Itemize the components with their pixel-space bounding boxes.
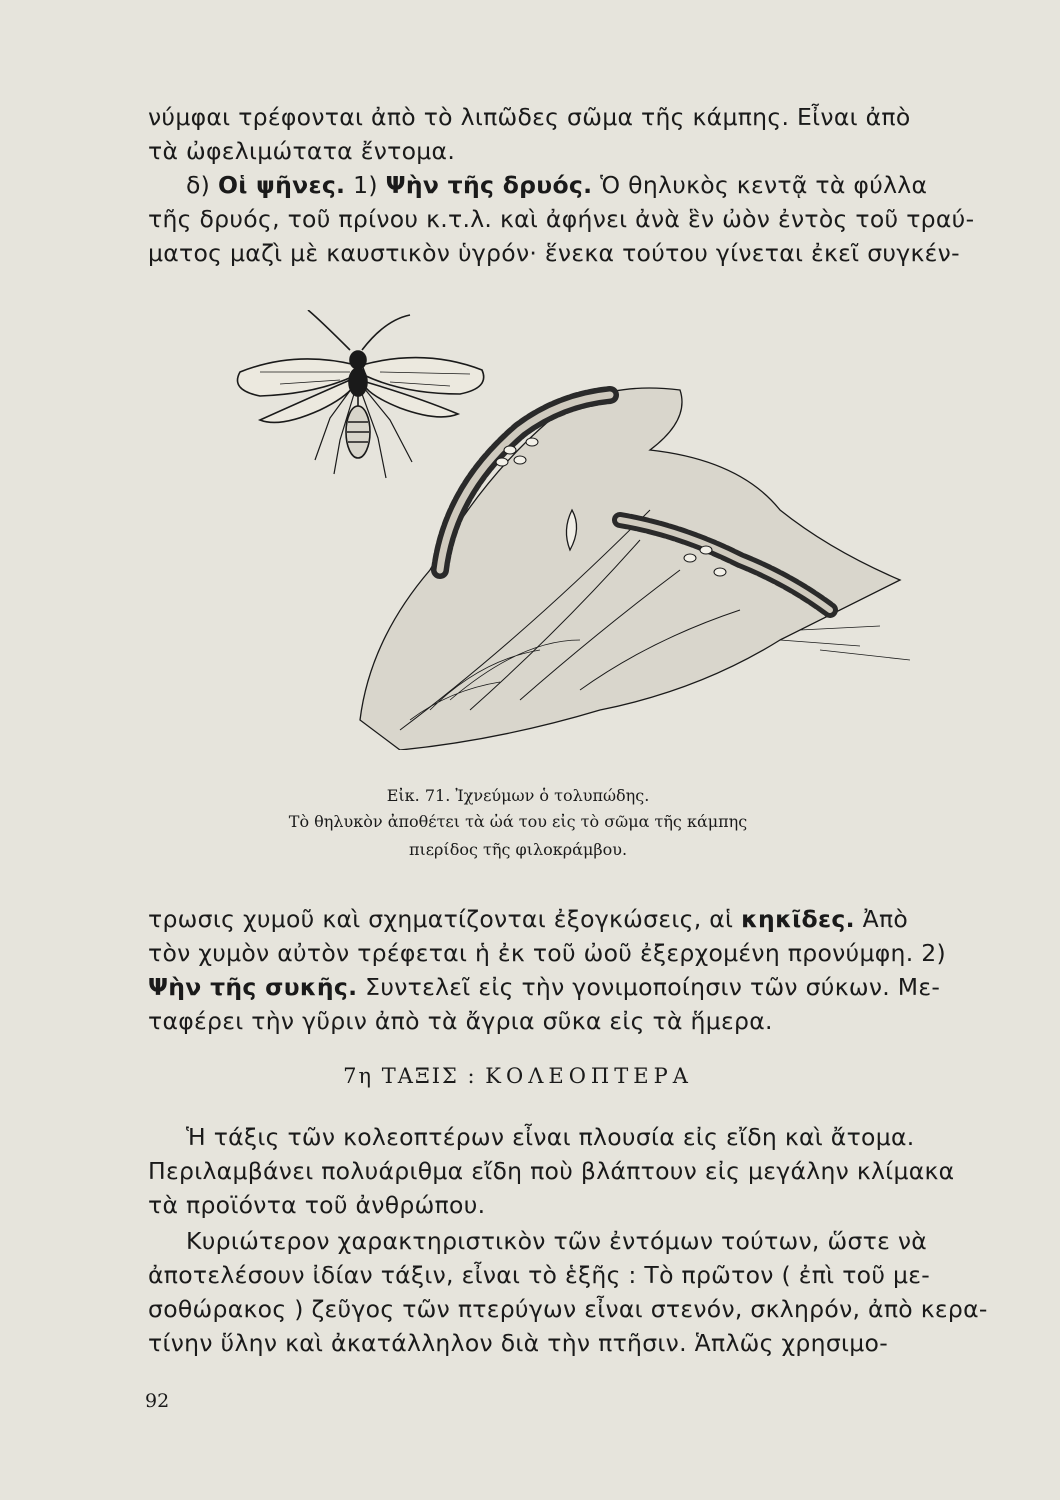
text-line: Περιλαμβάνει πολυάριθμα εἴδη ποὺ βλάπτουν εἰς μεγάλην κλίμακα — [148, 1157, 955, 1185]
text-line: Ἡ τάξις τῶν κολεοπτέρων εἶναι πλουσία εἰς εἴδη καὶ ἄτομα. — [186, 1123, 915, 1151]
text-line: σοθώρακος ) ζεῦγος τῶν πτερύγων εἶναι στενόν, σκληρόν, ἀπὸ κερα- — [148, 1295, 988, 1323]
text-line: νύμφαι τρέφονται ἀπὸ τὸ λιπῶδες σῶμα τῆς κάμπης. Εἶναι ἀπὸ — [148, 103, 911, 131]
section-heading-coleoptera — [148, 1064, 888, 1088]
text-line-fig-wasp — [148, 970, 941, 1004]
text-line-gall-wasps — [148, 168, 928, 202]
text-line: τῆς δρυός, τοῦ πρίνου κ.τ.λ. καὶ ἀφήνει ἀνὰ ἓν ὠὸν ἐντὸς τοῦ τραύ- — [148, 205, 975, 233]
page-number: 92 — [145, 1390, 170, 1412]
bold-term-psenes: Οἱ ψῆνες. — [217, 171, 346, 199]
order-label: ΤΑΞΙΣ : — [381, 1064, 477, 1088]
text-line-galls — [148, 902, 909, 936]
wasp-drawing — [238, 310, 484, 478]
text-line: ἀποτελέσουν ἰδίαν τάξιν, εἶναι τὸ ἑξῆς : Τὸ πρῶτον ( ἐπὶ τοῦ με- — [148, 1261, 931, 1289]
paragraph-galls — [148, 902, 946, 1038]
text-line: τίνην ὕλην καὶ ἀκατάλληλον διὰ τὴν πτῆσιν. Ἁπλῶς χρησιμο- — [148, 1329, 888, 1357]
text-fragment: Ἀπὸ — [862, 905, 909, 933]
ichneumon-illustration — [220, 310, 910, 750]
text-fragment: Συντελεῖ εἰς τὴν γονιμοποίησιν τῶν σύκων. Με- — [365, 973, 941, 1001]
leaf-with-caterpillars — [360, 388, 910, 750]
item-label: δ) — [186, 171, 211, 199]
bold-term-fig-wasp: Ψὴν τῆς συκῆς. — [148, 973, 358, 1001]
text-fragment: Ὁ θηλυκὸς κεντᾷ τὰ φύλλα — [600, 171, 928, 199]
text-line: ταφέρει τὴν γῦριν ἀπὸ τὰ ἄγρια σῦκα εἰς τὰ ἥμερα. — [148, 1007, 773, 1035]
bold-term-galls: κηκῖδες. — [741, 905, 855, 933]
text-line: τὸν χυμὸν αὐτὸν τρέφεται ἡ ἐκ τοῦ ὠοῦ ἐξερχομένη προνύμφη. 2) — [148, 939, 946, 967]
figure-caption-line: Τὸ θηλυκὸν ἀποθέτει τὰ ὠά του εἰς τὸ σῶμα τῆς κάμπης — [288, 812, 748, 831]
text-fragment: τρωσις χυμοῦ καὶ σχηματίζονται ἐξογκώσεις, αἱ — [148, 905, 734, 933]
text-line: ματος μαζὶ μὲ καυστικὸν ὑγρόν· ἕνεκα τούτου γίνεται ἐκεῖ συγκέν- — [148, 239, 960, 267]
figure-caption-line: πιερίδος τῆς φιλοκράμβου. — [408, 840, 628, 859]
item-number: 1) — [353, 171, 378, 199]
paragraph-coleoptera-features — [148, 1224, 988, 1360]
bold-term-oak-gall-wasp: Ψὴν τῆς δρυός. — [385, 171, 593, 199]
text-line: τὰ ὠφελιμώτατα ἔντομα. — [148, 137, 456, 165]
text-line: Κυριώτερον χαρακτηριστικὸν τῶν ἐντόμων τούτων, ὥστε νὰ — [186, 1227, 928, 1255]
order-name: ΚΟΛΕΟΠΤΕΡΑ — [485, 1064, 693, 1088]
paragraph-coleoptera-intro — [148, 1120, 955, 1222]
text-line: τὰ προϊόντα τοῦ ἀνθρώπου. — [148, 1191, 486, 1219]
figure-caption-title: Εἰκ. 71. Ἰχνεύμων ὁ τολυπώδης. — [386, 786, 650, 805]
order-number: 7η — [343, 1064, 374, 1088]
paragraph-ichneumon-end — [148, 100, 975, 270]
